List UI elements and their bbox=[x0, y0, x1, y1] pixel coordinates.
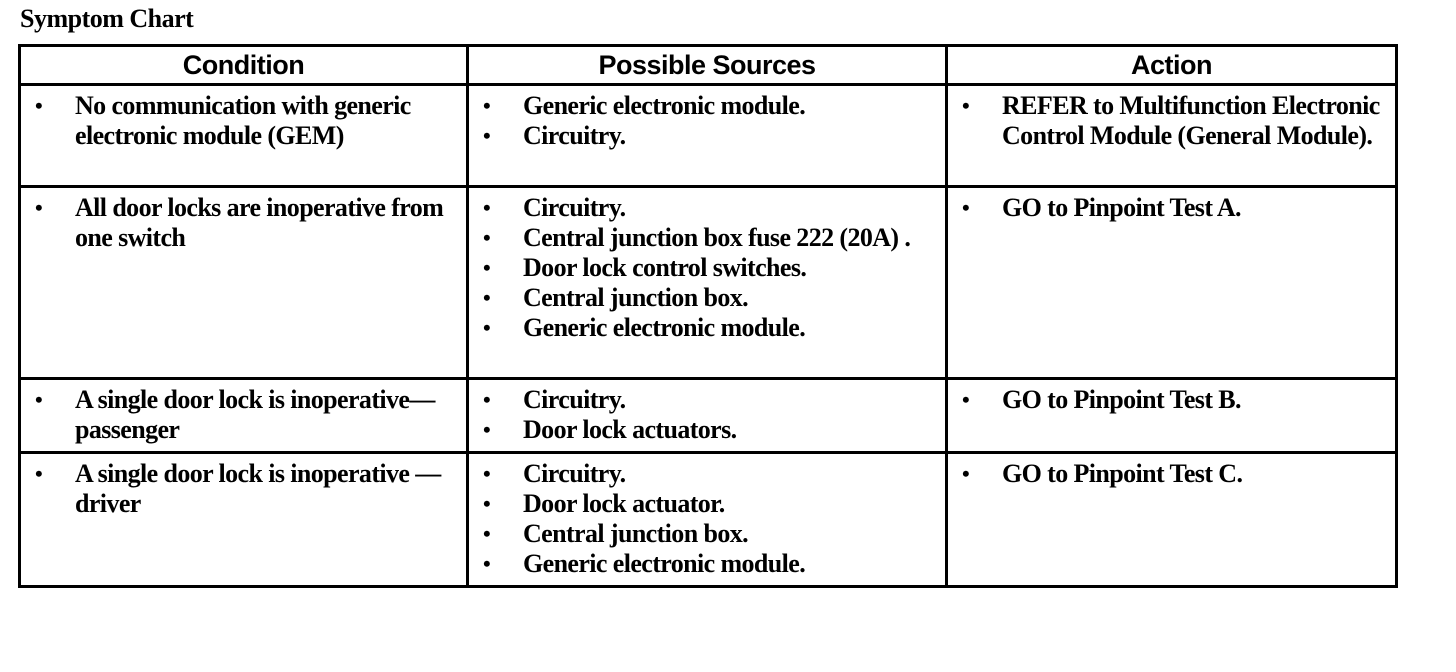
source-text: Door lock actuator. bbox=[523, 489, 725, 518]
bullet-icon: • bbox=[483, 195, 491, 220]
action-cell bbox=[947, 453, 1397, 587]
source-text: Central junction box. bbox=[523, 283, 749, 312]
bullet-icon: • bbox=[35, 195, 43, 220]
bullet-icon: • bbox=[962, 93, 970, 118]
list-item bbox=[469, 91, 937, 121]
action-cell bbox=[947, 379, 1397, 453]
list-item bbox=[948, 385, 1387, 415]
sources-cell bbox=[468, 379, 947, 453]
source-text: Circuitry. bbox=[523, 193, 626, 222]
bullet-icon: • bbox=[35, 461, 43, 486]
column-header-condition: Condition bbox=[20, 46, 468, 85]
bullet-icon: • bbox=[483, 285, 491, 310]
source-text: Door lock control switches. bbox=[523, 253, 807, 282]
bullet-icon: • bbox=[962, 387, 970, 412]
source-text: Generic electronic module. bbox=[523, 91, 806, 120]
list-item bbox=[469, 193, 937, 223]
action-text: GO to Pinpoint Test B. bbox=[1002, 385, 1241, 414]
list-item bbox=[948, 91, 1387, 151]
list-item bbox=[469, 549, 937, 579]
source-text: Circuitry. bbox=[523, 121, 626, 150]
source-text: Circuitry. bbox=[523, 385, 626, 414]
bullet-icon: • bbox=[35, 387, 43, 412]
list-item bbox=[469, 223, 937, 253]
condition-cell bbox=[20, 187, 468, 379]
sources-cell bbox=[468, 85, 947, 187]
list-item bbox=[21, 385, 458, 445]
table-row bbox=[20, 85, 1397, 187]
action-text: GO to Pinpoint Test C. bbox=[1002, 459, 1243, 488]
bullet-icon: • bbox=[483, 551, 491, 576]
sources-cell bbox=[468, 187, 947, 379]
list-item bbox=[469, 121, 937, 151]
sources-cell bbox=[468, 453, 947, 587]
bullet-icon: • bbox=[483, 225, 491, 250]
action-text: GO to Pinpoint Test A. bbox=[1002, 193, 1241, 222]
list-item bbox=[21, 193, 458, 253]
list-item bbox=[469, 459, 937, 489]
condition-cell bbox=[20, 453, 468, 587]
list-item bbox=[21, 459, 458, 519]
condition-text: All door locks are inoperative from one switch bbox=[75, 193, 444, 252]
bullet-icon: • bbox=[483, 387, 491, 412]
bullet-icon: • bbox=[35, 93, 43, 118]
table-row bbox=[20, 187, 1397, 379]
condition-cell bbox=[20, 85, 468, 187]
bullet-icon: • bbox=[483, 123, 491, 148]
action-text: REFER to Multifunction Electronic Control Module (General Module). bbox=[1002, 91, 1380, 150]
condition-cell bbox=[20, 379, 468, 453]
action-cell bbox=[947, 187, 1397, 379]
condition-text: A single door lock is inoperative — driver bbox=[75, 459, 441, 518]
column-header-action: Action bbox=[947, 46, 1397, 85]
source-text: Central junction box. bbox=[523, 519, 749, 548]
list-item bbox=[469, 489, 937, 519]
bullet-icon: • bbox=[483, 93, 491, 118]
list-item bbox=[469, 385, 937, 415]
action-cell bbox=[947, 85, 1397, 187]
source-text: Door lock actuators. bbox=[523, 415, 737, 444]
source-text: Generic electronic module. bbox=[523, 549, 806, 578]
bullet-icon: • bbox=[483, 417, 491, 442]
bullet-icon: • bbox=[962, 461, 970, 486]
list-item bbox=[948, 193, 1387, 223]
list-item bbox=[469, 253, 937, 283]
bullet-icon: • bbox=[962, 195, 970, 220]
column-header-possible-sources: Possible Sources bbox=[468, 46, 947, 85]
bullet-icon: • bbox=[483, 255, 491, 280]
list-item bbox=[469, 519, 937, 549]
page-title: Symptom Chart bbox=[20, 4, 194, 33]
bullet-icon: • bbox=[483, 521, 491, 546]
table-row bbox=[20, 379, 1397, 453]
source-text: Central junction box fuse 222 (20A) . bbox=[523, 223, 911, 252]
bullet-icon: • bbox=[483, 461, 491, 486]
condition-text: No communication with generic electronic module (GEM) bbox=[75, 91, 411, 150]
list-item bbox=[469, 283, 937, 313]
header-row bbox=[20, 46, 1397, 85]
bullet-icon: • bbox=[483, 315, 491, 340]
table-row bbox=[20, 453, 1397, 587]
list-item bbox=[948, 459, 1387, 489]
symptom-table bbox=[18, 44, 1398, 588]
list-item bbox=[469, 313, 937, 343]
list-item bbox=[469, 415, 937, 445]
condition-text: A single door lock is inoperative—passenger bbox=[75, 385, 435, 444]
source-text: Circuitry. bbox=[523, 459, 626, 488]
source-text: Generic electronic module. bbox=[523, 313, 806, 342]
list-item bbox=[21, 91, 458, 151]
bullet-icon: • bbox=[483, 491, 491, 516]
